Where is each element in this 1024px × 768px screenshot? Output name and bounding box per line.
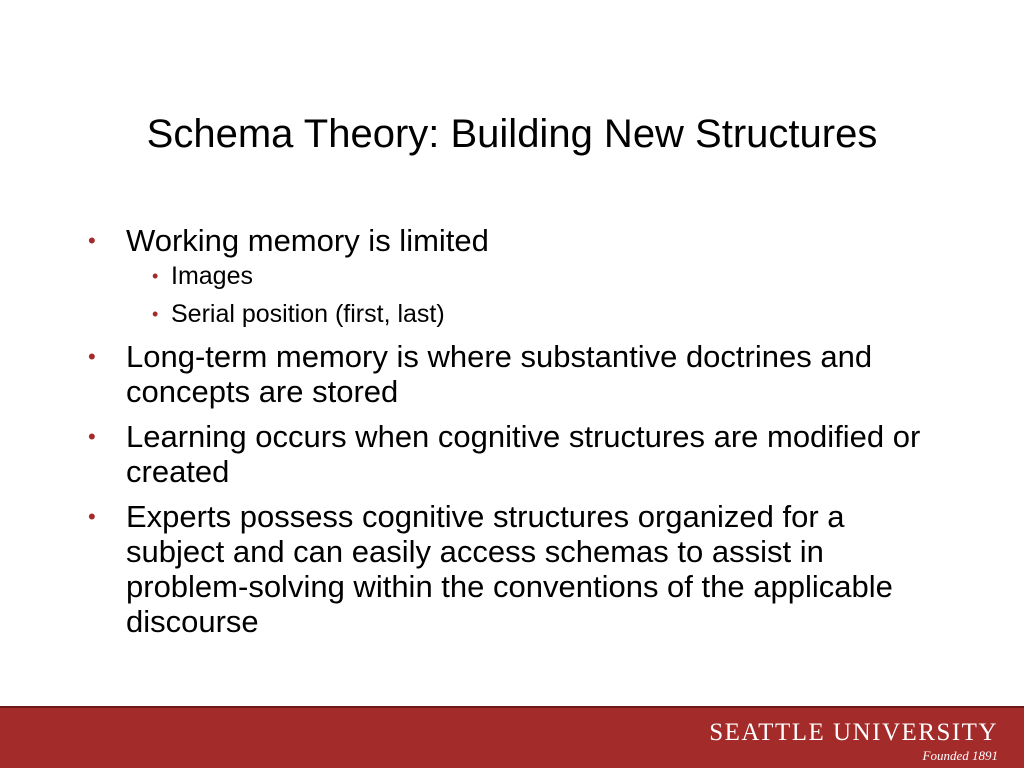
logo-tagline: Founded 1891 — [922, 748, 998, 763]
slide-title: Schema Theory: Building New Structures — [146, 112, 878, 156]
bullet-item — [88, 419, 928, 489]
bullet-icon: • — [88, 504, 96, 529]
bullet-text: Long-term memory is where substantive doctrines and concepts are stored — [126, 339, 873, 409]
bullet-item — [88, 339, 928, 409]
bullet-icon: • — [88, 344, 96, 369]
bullet-icon: • — [88, 228, 96, 253]
sub-bullet-list — [126, 262, 928, 329]
bullet-icon: • — [88, 424, 96, 449]
slide-content — [88, 223, 928, 649]
sub-bullet-item — [126, 262, 928, 291]
sub-bullet-text: Serial position (first, last) — [171, 300, 445, 328]
bullet-list — [88, 223, 928, 639]
sub-bullet-icon: • — [152, 266, 159, 286]
university-logo — [709, 720, 998, 764]
bullet-item — [88, 223, 928, 329]
bullet-text: Experts possess cognitive structures organized for a subject and can easily access schemas to assist in problem-solving within the conventions of the applicable discourse — [126, 499, 893, 639]
bullet-text: Working memory is limited — [126, 223, 489, 258]
sub-bullet-icon: • — [152, 304, 159, 324]
logo-name: SEATTLE UNIVERSITY — [709, 719, 998, 746]
sub-bullet-text: Images — [171, 262, 253, 290]
footer-bar — [0, 706, 1024, 768]
bullet-text: Learning occurs when cognitive structures are modified or created — [126, 419, 921, 489]
bullet-item — [88, 499, 928, 639]
sub-bullet-item — [126, 300, 928, 329]
